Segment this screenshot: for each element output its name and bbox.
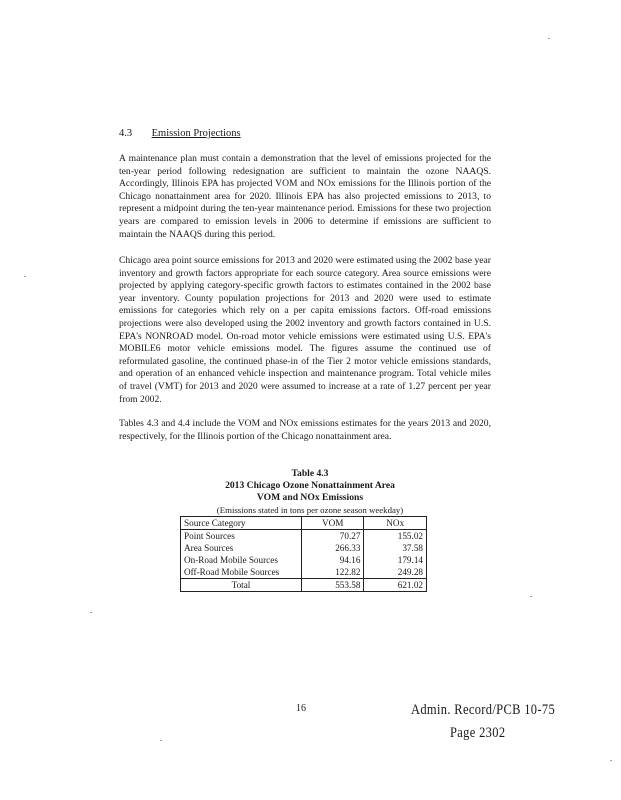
table-row xyxy=(181,566,427,579)
row-vom: 266.33 xyxy=(301,542,364,554)
table-total-row xyxy=(181,579,427,592)
total-vom: 553.58 xyxy=(301,579,364,592)
admin-record-stamp: Admin. Record/PCB 10-75 xyxy=(411,702,556,718)
section-number: 4.3 xyxy=(119,128,133,139)
scan-speck xyxy=(90,612,92,613)
row-vom: 94.16 xyxy=(301,554,364,566)
paragraph-tables-reference: Tables 4.3 and 4.4 include the VOM and NOx emissions estimates for the years 2013 and 2020, respectively, for the Illinois portion of the Chicago nonattainment area. xyxy=(119,418,491,442)
table-row xyxy=(181,530,427,543)
table-header-row xyxy=(181,517,427,530)
row-vom: 122.82 xyxy=(301,566,364,579)
table-row xyxy=(181,542,427,554)
paragraph-maintenance-plan: A maintenance plan must contain a demonstration that the level of emissions projected for the ten-year period following redesignation are sufficient to maintain the ozone NAAQS. Accordingly, Illinois EPA has projected VOM and NOx emissions for the Illinois portion of the Chicago nonattainment area for 2020. Illinois EPA has also projected emissions to 2013, to represent a midpoint during the ten-year maintenance period. Emissions for these two projection years are compared to emission levels in 2006 to determine if emissions are sufficient to maintain the NAAQS during this period. xyxy=(119,153,491,240)
header-source-category: Source Category xyxy=(181,517,302,530)
table-units-note: (Emissions stated in tons per ozone season weekday) xyxy=(216,505,404,515)
page-number: 16 xyxy=(296,703,306,714)
scan-speck xyxy=(530,596,532,597)
table-row xyxy=(181,554,427,566)
row-category: Off-Road Mobile Sources xyxy=(181,566,302,579)
row-category: On-Road Mobile Sources xyxy=(181,554,302,566)
scan-speck xyxy=(160,740,162,741)
paragraph-projection-methods: Chicago area point source emissions for 2013 and 2020 were estimated using the 2002 base year inventory and growth factors appropriate for each source category. Area source emissions were projected by applying category-specific growth factors to estimates contained in the 2002 base year inventory. County population projections for 2013 and 2020 were used to estimate emissions for categories which rely on a per capita emissions factors. Off-road emissions projections were also developed using the 2002 inventory and growth factors contained in U.S. EPA's NONROAD model. On-road motor vehicle emissions were estimated using U.S. EPA's MOBILE6 motor vehicle emissions model. The figures assume the continued use of reformulated gasoline, the continued phase-in of the Tier 2 motor vehicle emissions standards, and operation of an enhanced vehicle inspection and maintenance program. Total vehicle miles of travel (VMT) for 2013 and 2020 were assumed to increase at a rate of 1.27 percent per year from 2002. xyxy=(119,255,491,405)
scan-speck xyxy=(24,276,26,277)
section-title: Emission Projections xyxy=(151,128,241,139)
row-category: Point Sources xyxy=(181,530,302,543)
section-heading xyxy=(119,128,241,139)
total-nox: 621.02 xyxy=(364,579,427,592)
row-nox: 179.14 xyxy=(397,555,423,565)
row-nox: 37.58 xyxy=(402,543,423,553)
record-page-stamp: Page 2302 xyxy=(450,725,506,741)
scan-speck xyxy=(548,38,550,39)
header-nox: NOx xyxy=(364,517,427,530)
table-title: 2013 Chicago Ozone Nonattainment Area xyxy=(225,480,395,491)
table-subtitle: VOM and NOx Emissions xyxy=(256,492,364,503)
emissions-table xyxy=(180,516,427,592)
total-label: Total xyxy=(181,579,302,592)
row-category: Area Sources xyxy=(181,542,302,554)
scan-speck xyxy=(610,760,612,761)
table-number: Table 4.3 xyxy=(291,468,329,479)
row-nox: 155.02 xyxy=(397,531,423,541)
header-vom: VOM xyxy=(301,517,364,530)
row-nox: 249.28 xyxy=(397,567,423,577)
row-vom: 70.27 xyxy=(301,530,364,543)
